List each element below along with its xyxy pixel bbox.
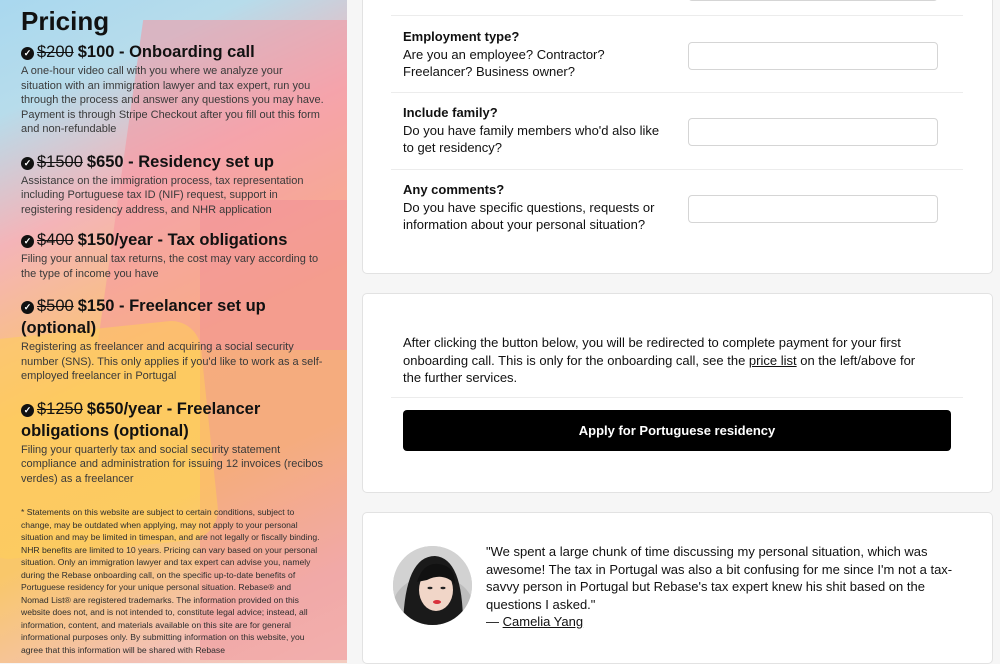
check-icon: ✓ <box>21 157 34 170</box>
form-row-comments <box>391 169 963 246</box>
pricing-title: Pricing <box>21 6 110 36</box>
pricing-item-desc: Registering as freelancer and acquiring a social security number (SNS). This only applies if you'd like to work as a self-employed freelancer in Portugal <box>21 341 323 382</box>
pricing-item-desc: Filing your annual tax returns, the cost may vary according to the type of income you have <box>21 253 319 280</box>
pricing-item-desc: A one-hour video call with you where we analyze your situation with an immigration lawyer and tax expert, run you through the process and answer any questions you may have. Payment is through Stripe Checkout after you fill out this form and non-refundable <box>21 65 324 135</box>
testimonial-author: — Camelia Yang <box>486 614 584 629</box>
comments-input[interactable] <box>688 195 938 223</box>
testimonial-quote <box>486 543 956 631</box>
pricing-item-freelancer-setup <box>21 295 326 384</box>
old-price: $1250 <box>37 399 83 418</box>
pricing-item-onboarding <box>21 41 326 137</box>
pricing-item-freelancer-obligations <box>21 398 326 487</box>
old-price: $400 <box>37 231 74 249</box>
old-price: $1500 <box>37 152 83 171</box>
pricing-content <box>21 6 326 486</box>
author-link[interactable]: Camelia Yang <box>502 614 584 629</box>
legal-disclaimer: * Statements on this website are subject to certain conditions, subject to change, may be outdated when applying, may not apply to your personal situation and may be limited in timespan, and are not legally or fiscally binding. NHR benefits are limited to 10 years. Pricing can vary based on your personal situation. Only an immigration lawyer and tax expert can advise you, namely during the Rebase onboarding call, on the specific up-to-date benefits of Portuguese residency for your unique personal situation. Rebase® and Nomad List® are registered trademarks. The information provided on this website does not, and is not intended to, constitute legal advice; instead, all information, content, and materials available on this site are for general informational purposes only. By submitting information on this website, you agree that this information will be shared with Rebase <box>21 507 320 655</box>
portrait-image <box>393 546 472 625</box>
quote-text: "We spent a large chunk of time discussing my personal situation, which was awesome! The tax in Portugal was also a bit confusing for me since I'm not a tax-savvy person in Portugal but Rebase's tax expert knew his shit based on the questions I asked." <box>486 544 953 612</box>
pricing-item-tax <box>21 229 326 281</box>
previous-field-input[interactable] <box>688 0 938 1</box>
pricing-item-desc: Filing your quarterly tax and social security statement compliance and administration for issuing 12 invoices (recibos verdes) as a freelancer <box>21 443 324 485</box>
form-card <box>362 0 993 274</box>
check-icon: ✓ <box>21 301 34 314</box>
pricing-item-title: $100 - Onboarding call <box>77 43 255 61</box>
field-question: Do you have specific questions, requests or information about your personal situation? <box>403 199 655 232</box>
payment-info: After clicking the button below, you will be redirected to complete payment for your first onboarding call. This is only for the onboarding call, see the price list on the left/above for the further services. <box>403 335 916 385</box>
form-row-family <box>391 92 963 170</box>
pricing-item-title: $150/year - Tax obligations <box>77 231 288 249</box>
field-question: Do you have family members who'd also like to get residency? <box>403 122 660 155</box>
form-row-employment <box>391 15 963 93</box>
field-label: Include family? <box>403 105 498 120</box>
field-question: Are you an employee? Contractor? Freelancer? Business owner? <box>403 46 605 79</box>
pricing-panel <box>0 0 347 663</box>
pricing-item-title: $150 - Freelancer set up (optional) <box>21 297 266 337</box>
field-label: Employment type? <box>403 29 520 44</box>
payment-card <box>362 293 993 493</box>
divider <box>391 397 963 398</box>
form-row-previous <box>391 0 963 16</box>
avatar <box>393 546 472 625</box>
pricing-item-title: $650 - Residency set up <box>86 152 274 171</box>
pricing-item-desc: Assistance on the immigration process, tax representation including Portuguese tax ID (NIF) request, support in registering residency address, and NHR application <box>21 174 304 216</box>
old-price: $200 <box>37 43 74 61</box>
testimonial-card <box>362 512 993 664</box>
old-price: $500 <box>37 297 74 315</box>
employment-type-input[interactable] <box>688 42 938 70</box>
pricing-item-title: $650/year - Freelancer obligations (optional) <box>21 399 261 440</box>
pricing-item-residency <box>21 151 326 218</box>
price-list-link[interactable]: price list <box>748 352 797 368</box>
check-icon: ✓ <box>21 235 34 248</box>
field-label: Any comments? <box>403 182 505 197</box>
check-icon: ✓ <box>21 47 34 60</box>
include-family-input[interactable] <box>688 118 938 146</box>
apply-residency-button[interactable]: Apply for Portuguese residency <box>403 410 951 451</box>
check-icon: ✓ <box>21 404 34 417</box>
